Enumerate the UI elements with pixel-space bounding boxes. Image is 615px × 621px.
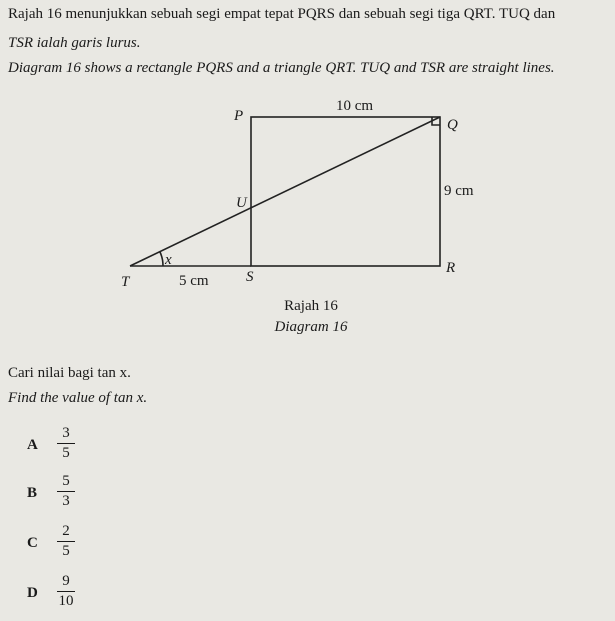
fraction-bar (57, 541, 75, 542)
option-a-letter[interactable]: A (27, 437, 38, 453)
stem-malay-line1: Rajah 16 menunjukkan sebuah segi empat tepat PQRS dan sebuah segi tiga QRT. TUQ dan (8, 6, 556, 22)
fraction-bar (57, 591, 75, 592)
label-r: R (446, 260, 456, 276)
option-b-fraction[interactable] (57, 473, 75, 510)
caption-english: Diagram 16 (274, 319, 348, 335)
measure-qr: 9 cm (444, 183, 474, 199)
option-b-numerator: 5 (62, 473, 70, 489)
label-s: S (246, 269, 254, 285)
option-d-denominator: 10 (58, 593, 74, 609)
fraction-bar (57, 491, 75, 492)
option-c-letter[interactable]: C (27, 535, 38, 551)
option-b-denominator: 3 (62, 493, 70, 509)
option-a-fraction[interactable] (57, 425, 75, 462)
option-b-letter[interactable]: B (27, 485, 38, 501)
prompt-english: Find the value of tan x. (8, 390, 148, 406)
measure-ts: 5 cm (179, 273, 209, 289)
fraction-bar (57, 443, 75, 444)
rectangle-pqrs (251, 117, 440, 266)
caption-malay: Rajah 16 (284, 298, 338, 314)
prompt-malay: Cari nilai bagi tan x. (8, 365, 131, 381)
measure-pq: 10 cm (336, 98, 374, 114)
option-c-numerator: 2 (62, 523, 70, 539)
option-a-denominator: 5 (62, 445, 70, 461)
label-t: T (121, 274, 130, 290)
option-a-numerator: 3 (62, 425, 70, 441)
option-d-fraction[interactable] (57, 573, 75, 610)
stem-english: Diagram 16 shows a rectangle PQRS and a triangle QRT. TUQ and TSR are straight lines. (8, 60, 555, 76)
label-x: x (165, 252, 172, 268)
angle-x-arc (160, 252, 163, 266)
option-d-letter[interactable]: D (27, 585, 38, 601)
option-c-denominator: 5 (62, 543, 70, 559)
option-c-fraction[interactable] (57, 523, 75, 560)
label-u: U (236, 195, 247, 211)
label-q: Q (447, 117, 458, 133)
line-tuq (130, 117, 440, 266)
option-d-numerator: 9 (62, 573, 70, 589)
stem-malay-line2: TSR ialah garis lurus. (8, 35, 141, 51)
label-p: P (234, 108, 244, 124)
